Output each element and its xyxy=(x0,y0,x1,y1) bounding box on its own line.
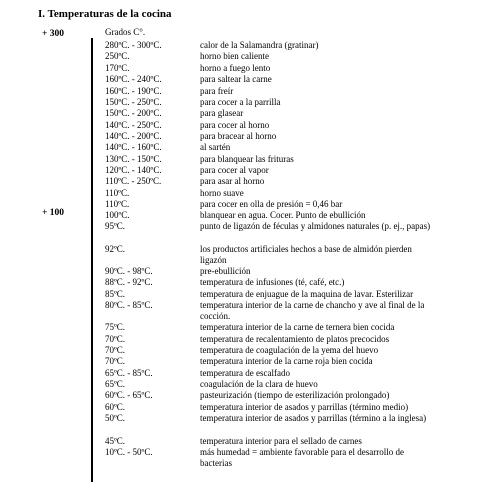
temperature-cell: 140ºC. - 200ºC. xyxy=(105,131,162,141)
temperature-cell: 280ºC. - 300ºC. xyxy=(105,40,162,50)
description-cell: temperatura interior para el sellado de carnes xyxy=(200,436,362,446)
temperature-cell: 110ºC. xyxy=(105,199,130,209)
description-cell: temperatura de infusiones (té, café, etc.) xyxy=(200,277,345,287)
description-cell: horno suave xyxy=(200,188,244,198)
description-cell: temperatura interior de la carne de chancho y ave al final de la cocción. xyxy=(200,300,425,321)
marker-300: + 300 xyxy=(42,29,65,39)
description-cell: calor de la Salamandra (gratinar) xyxy=(200,40,319,50)
description-cell: temperatura de recalentamiento de platos precocidos xyxy=(200,334,390,344)
description-cell: para saltear la carne xyxy=(200,74,272,84)
temperature-cell: 60ºC. xyxy=(105,402,126,412)
temperature-cell: 65ºC. - 85ºC. xyxy=(105,368,153,378)
temperature-cell: 140ºC. - 250ºC. xyxy=(105,120,162,130)
description-cell: horno bien caliente xyxy=(200,51,269,61)
description-cell: temperatura interior de asados y parrillas (término a la inglesa) xyxy=(200,413,427,423)
temperature-cell: 150ºC. - 200ºC. xyxy=(105,108,162,118)
description-cell: para cocer en olla de presión = 0,46 bar xyxy=(200,199,343,209)
temperature-cell: 80ºC. - 85ºC. xyxy=(105,300,153,310)
temperature-cell: 65ºC. xyxy=(105,379,126,389)
temperature-cell: 120ºC. - 140ºC. xyxy=(105,165,162,175)
description-cell: más humedad = ambiente favorable para el desarrollo de bacterias xyxy=(200,447,404,468)
description-cell: temperatura de enjuague de la maquina de lavar. Esterilizar xyxy=(200,289,414,299)
temperature-cell: 100ºC. xyxy=(105,210,130,220)
temperature-cell: 110ºC. xyxy=(105,188,130,198)
description-cell: al sartén xyxy=(200,142,231,152)
description-cell: pasteurización (tiempo de esterilización prolongado) xyxy=(200,390,390,400)
description-cell: para cocer a la parrilla xyxy=(200,97,281,107)
temperature-cell: 88ºC. - 92ºC. xyxy=(105,277,153,287)
temperature-cell: 160ºC. - 190ºC. xyxy=(105,86,162,96)
column-header: Grados C°. xyxy=(105,27,146,37)
description-cell: los productos artificiales hechos a base de almidón pierden ligazón xyxy=(200,244,412,265)
temperature-cell: 160ºC. - 240ºC. xyxy=(105,74,162,84)
section-title: I. Temperaturas de la cocina xyxy=(38,8,172,20)
description-cell: coagulación de la clara de huevo xyxy=(200,379,318,389)
description-cell: temperatura interior de la carne de ternera bien cocida xyxy=(200,322,395,332)
temperature-cell: 70ºC. xyxy=(105,356,126,366)
temperature-cell: 130ºC. - 150ºC. xyxy=(105,154,162,164)
temperature-cell: 60ºC. - 65ºC. xyxy=(105,390,153,400)
description-cell: para glasear xyxy=(200,108,244,118)
scale-line xyxy=(91,38,93,482)
temperature-cell: 250ºC. xyxy=(105,51,130,61)
temperature-cell: 170ºC. xyxy=(105,63,130,73)
description-cell: blanquear en agua. Cocer. Punto de ebullición xyxy=(200,210,366,220)
description-cell: punto de ligazón de féculas y almidones naturales (p. ej., papas) xyxy=(200,221,431,231)
temperature-cell: 50ºC. xyxy=(105,413,126,423)
temperature-cell: 85ºC. xyxy=(105,289,126,299)
description-cell: para freír xyxy=(200,86,234,96)
description-cell: para bracear al horno xyxy=(200,131,277,141)
description-cell: temperatura interior de la carne roja bien cocida xyxy=(200,356,373,366)
description-cell: para cocer al vapor xyxy=(200,165,269,175)
temperature-cell: 95ºC. xyxy=(105,221,126,231)
description-cell: pre-ebullición xyxy=(200,266,251,276)
temperature-cell: 92ºC. xyxy=(105,244,126,254)
description-cell: para asar al horno xyxy=(200,176,265,186)
temperature-cell: 75ºC. xyxy=(105,322,126,332)
description-cell: para blanquear las frituras xyxy=(200,154,294,164)
description-cell: temperatura interior de asados y parrillas (término medio) xyxy=(200,402,409,412)
description-cell: temperatura de escalfado xyxy=(200,368,290,378)
temperature-cell: 45ºC. xyxy=(105,436,126,446)
description-cell: horno a fuego lento xyxy=(200,63,271,73)
temperature-cell: 150ºC. - 250ºC. xyxy=(105,97,162,107)
temperature-cell: 110ºC. - 250ºC. xyxy=(105,176,162,186)
description-cell: para cocer al horno xyxy=(200,120,270,130)
marker-100: + 100 xyxy=(42,208,65,218)
temperature-cell: 10ºC. - 50ºC. xyxy=(105,447,153,457)
description-cell: temperatura de coagulación de la yema del huevo xyxy=(200,345,379,355)
temperature-cell: 70ºC. xyxy=(105,345,126,355)
temperature-cell: 90ºC. - 98ºC. xyxy=(105,266,153,276)
temperature-cell: 140ºC. - 160ºC. xyxy=(105,142,162,152)
temperature-cell: 70ºC. xyxy=(105,334,126,344)
